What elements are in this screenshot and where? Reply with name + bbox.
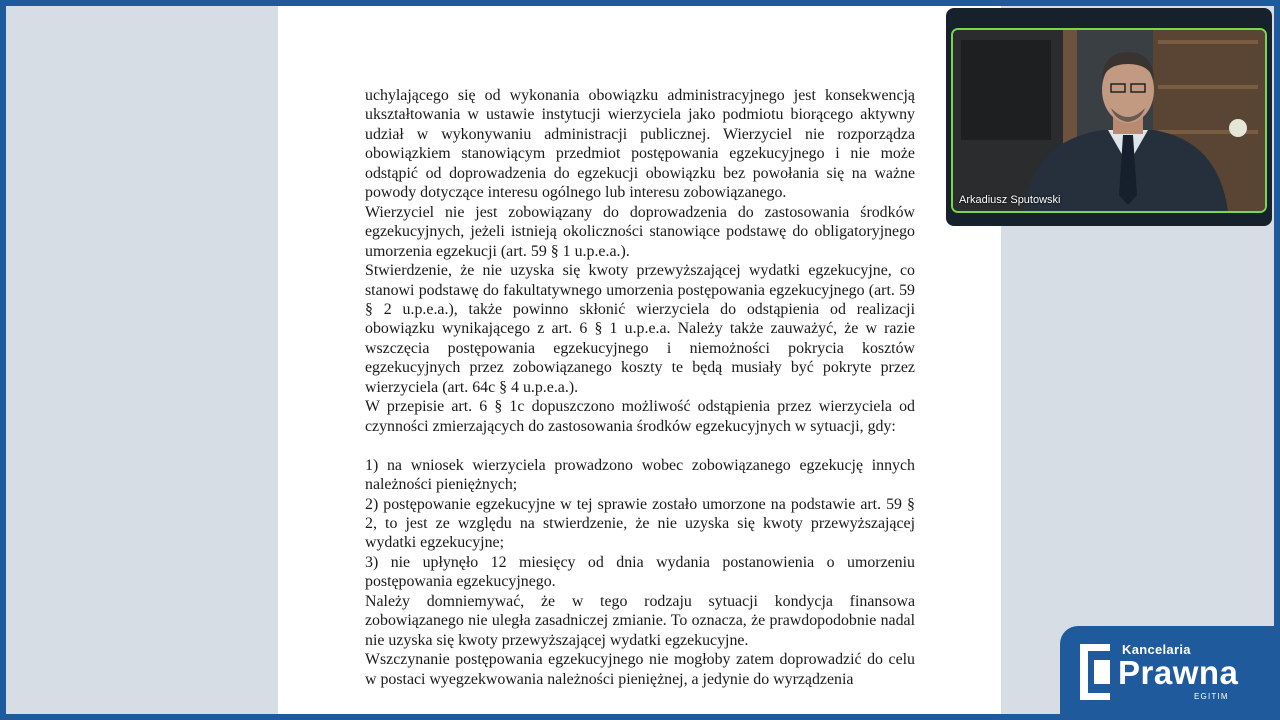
paragraph: Stwierdzenie, że nie uzyska się kwoty przewyższającej wydatki egzekucyjne, co stanowi podstawę do fakultatywnego umorzenia postępowania egzekucyjnego (art. 59 § 2 u.p.e.a.), także powinno skłonić wierzyciela do odstąpienia od realizacji obowiązku wynikającego z art. 6 § 1 u.p.e.a. Należy także zauważyć, że w razie wszczęcia postępowania egzekucyjnego i niemożności pokrycia kosztów egzekucyjnych przez zobowiązanego koszty te będą musiały być pokryte przez wierzyciela (art. 64c § 4 u.p.e.a.). [365,262,915,396]
paragraph: Należy domniemywać, że w tego rodzaju sytuacji kondycja finansowa zobowiązanego nie uległa zasadniczej zmianie. To oznacza, że prawdopodobnie nadal nie uzyska się kwoty przewyższającej wydatki egzekucyjne. [365,592,915,649]
paragraph: uchylającego się od wykonania obowiązku administracyjnego jest konsekwencją ukształtowania w ustawie instytucji wierzyciela jako podmiotu biorącego aktywny udział w wykonywaniu administracji publicznej. Wierzyciel nie rozporządza obowiązkiem stanowiącym przedmiot postępowania egzekucyjnego i nie może odstąpić od doprowadzenia do egzekucji obowiązku bez powołania się na ważne powody dotyczące interesu ogólnego lub interesu zobowiązanego. [365,87,915,202]
paragraph: W przepisie art. 6 § 1c dopuszczono możliwość odstąpienia przez wierzyciela od czynności zmierzających do zastosowania środków egzekucyjnych w sytuacji, gdy: [365,398,915,435]
document-page [278,6,1001,714]
list-item: 3) nie upłynęło 12 miesięcy od dnia wydania postanowienia o umorzeniu postępowania egzekucyjnego. [365,553,915,591]
document-text [365,86,915,689]
paragraph: Wierzyciel nie jest zobowiązany do doprowadzenia do zastosowania środków egzekucyjnych, jeżeli istnieją okoliczności stanowiące podstawę do obligatoryjnego umorzenia egzekucji (art. 59 § 1 u.p.e.a.). [365,203,915,260]
brand-top-text: Kancelaria [1122,642,1191,657]
list-item: 1) na wniosek wierzyciela prowadzono wobec zobowiązanego egzekucję innych należności pieniężnych; [365,456,915,494]
participant-name-label: Arkadiusz Sputowski [959,194,1061,206]
blank-line [365,436,915,455]
brand-logo [1060,626,1280,720]
paragraph: Wszczynanie postępowania egzekucyjnego nie mogłoby zatem doprowadzić do celu w postaci wyegzekwowania należności pieniężnej, a jedynie do wyrządzenia [365,651,915,688]
brand-sub-text: EGITIM [1194,692,1229,701]
speaker-video-image [953,30,1265,211]
list-item: 2) postępowanie egzekucyjne w tej sprawie zostało umorzone na podstawie art. 59 § 2, to jest ze względu na stwierdzenie, że nie uzyska się kwoty przewyższającej wydatki egzekucyjne; [365,495,915,552]
brand-main-text: Prawna [1118,654,1239,691]
brand-mark-icon [1080,644,1114,700]
webcam-tile[interactable] [946,8,1272,226]
webcam-video [951,28,1267,213]
